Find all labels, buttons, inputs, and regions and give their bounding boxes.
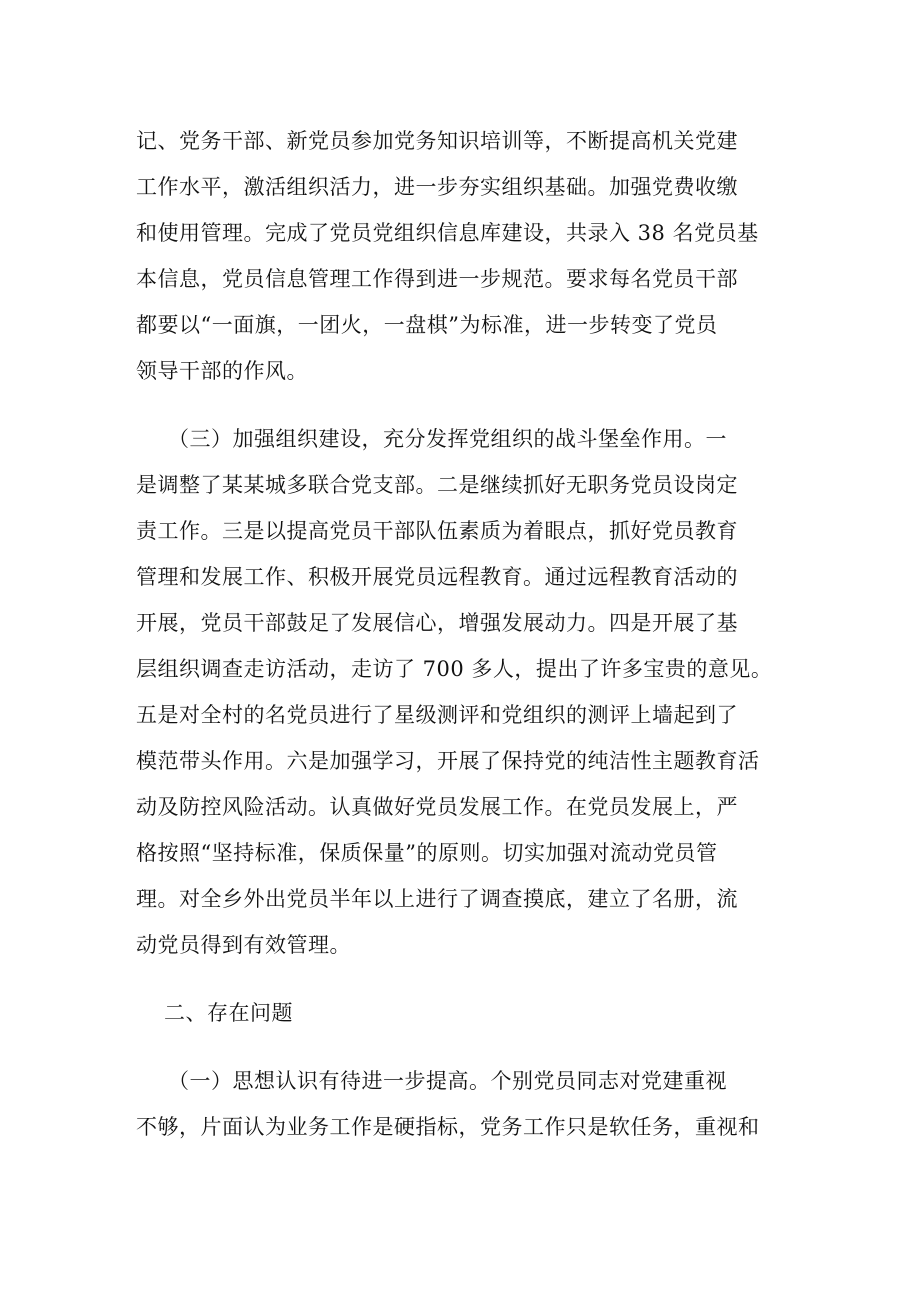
- text-line: 动及防控风险活动。认真做好党员发展工作。在党员发展上，严: [136, 795, 738, 819]
- paragraph-organization-building: [136, 416, 788, 968]
- text-line: 是调整了某某城多联合党支部。二是继续抓好无职务党员设岗定: [136, 473, 738, 497]
- text-line: 不够，片面认为业务工作是硬指标，党务工作只是软任务，重视和: [136, 1115, 760, 1139]
- text-line: 记、党务干部、新党员参加党务知识培训等，不断提高机关党建: [136, 129, 738, 153]
- text-line: 层组织调查走访活动，走访了 700 多人，提出了许多宝贵的意见。: [136, 657, 773, 681]
- text-line: 责工作。三是以提高党员干部队伍素质为着眼点，抓好党员教育: [136, 519, 738, 543]
- text-line: 本信息，党员信息管理工作得到进一步规范。要求每名党员干部: [136, 267, 738, 291]
- text-line: 工作水平，激活组织活力，进一步夯实组织基础。加强党费收缴: [136, 175, 738, 199]
- text-line: 五是对全村的名党员进行了星级测评和党组织的测评上墙起到了: [136, 703, 738, 727]
- paragraph-gap: [136, 1036, 788, 1058]
- text-line: 都要以“一面旗，一团火，一盘棋”为标准，进一步转变了党员: [136, 313, 718, 337]
- text-line: （三）加强组织建设，充分发挥党组织的战斗堡垒作用。一: [168, 427, 727, 451]
- paragraph-ideological-awareness: [136, 1058, 788, 1150]
- section-heading-problems: [136, 990, 788, 1036]
- paragraph-party-building: [136, 118, 788, 394]
- text-line: 格按照“坚持标准，保质保量”的原则。切实加强对流动党员管: [136, 841, 718, 865]
- text-line: 领导干部的作风。: [136, 359, 308, 383]
- paragraph-gap: [136, 394, 788, 416]
- text-line: 动党员得到有效管理。: [136, 933, 351, 957]
- text-line: （一）思想认识有待进一步提高。个别党员同志对党建重视: [168, 1069, 727, 1093]
- text-line: 和使用管理。完成了党员党组织信息库建设，共录入 38 名党员基: [136, 221, 759, 245]
- text-line: 模范带头作用。六是加强学习，开展了保持党的纯洁性主题教育活: [136, 749, 760, 773]
- paragraph-gap: [136, 968, 788, 990]
- document-body: [136, 118, 788, 1150]
- text-line: 管理和发展工作、积极开展党员远程教育。通过远程教育活动的: [136, 565, 738, 589]
- section-heading: 二、存在问题: [164, 1001, 293, 1025]
- text-line: 理。对全乡外出党员半年以上进行了调查摸底，建立了名册，流: [136, 887, 738, 911]
- text-line: 开展，党员干部鼓足了发展信心，增强发展动力。四是开展了基: [136, 611, 738, 635]
